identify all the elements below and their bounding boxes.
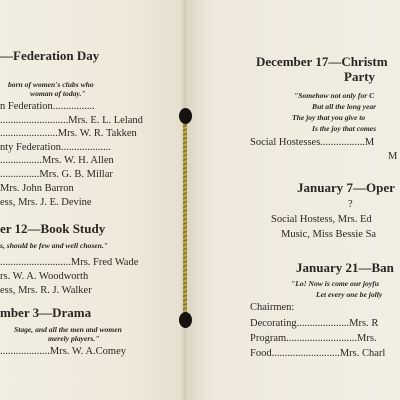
- quote-banquet-line2: Let every one be jolly: [316, 290, 383, 299]
- devine-line: ess, Mrs. J. E. Devine: [0, 197, 92, 208]
- federation-line: n Federation................: [0, 101, 95, 112]
- binding-cord: [183, 118, 187, 318]
- social-hostesses-line: Social Hostesses.................M: [250, 137, 375, 148]
- left-page: [0, 0, 184, 400]
- walker-line: ess, Mrs. R. J. Walker: [0, 285, 92, 296]
- comey-line: ...................Mrs. W. A.Comey: [0, 346, 127, 357]
- binding-hole-bottom: [179, 312, 192, 328]
- quote-christmas-line2: But all the long year: [312, 102, 377, 111]
- quote-christmas-line4: Is the joy that comes: [312, 124, 377, 133]
- quote-book: s, should be few and well chosen.": [0, 241, 109, 250]
- program-line: Program...........................Mrs.: [250, 333, 377, 344]
- takken-line: ......................Mrs. W. R. Takken: [0, 128, 137, 139]
- heading-book-study: er 12—Book Study: [0, 221, 106, 236]
- right-page: [186, 0, 400, 400]
- opera-hostess-line: Social Hostess, Mrs. Ed: [271, 214, 372, 225]
- heading-opera: January 7—Oper: [297, 180, 395, 195]
- leland-line: ..........................Mrs. E. L. Leland: [0, 115, 143, 126]
- heading-banquet: January 21—Ban: [296, 260, 394, 275]
- opera-question: ?: [348, 199, 353, 210]
- wade-line: ...........................Mrs. Fred Wade: [0, 257, 139, 268]
- quote-drama-line1: Stage, and all the men and women: [14, 325, 122, 334]
- woodworth-line: rs. W. A. Woodworth: [0, 271, 89, 282]
- quote-christmas-line1: "Somehow not only for C: [294, 91, 375, 100]
- quote-federation-line1: born of women's clubs who: [8, 80, 94, 89]
- chairmen-label: Chairmen:: [250, 302, 295, 313]
- quote-banquet-line1: "Lo! Now is come our joyfu: [291, 279, 379, 288]
- heading-christmas-party: Party: [344, 69, 376, 84]
- heading-federation-day: —Federation Day: [0, 48, 100, 63]
- county-federation-line: nty Federation...................: [0, 142, 111, 153]
- quote-federation-line2: woman of today.": [30, 89, 86, 98]
- decorating-line: Decorating....................Mrs. R: [250, 318, 379, 329]
- quote-christmas-line3: The joy that you give to: [292, 113, 366, 122]
- quote-drama-line2: merely players.": [48, 334, 100, 343]
- heading-christmas: December 17—Christm: [256, 54, 388, 69]
- food-line: Food..........................Mrs. Charl: [250, 348, 386, 359]
- heading-drama: mber 3—Drama: [0, 305, 92, 320]
- allen-line: ................Mrs. W. H. Allen: [0, 155, 114, 166]
- social-hostesses-cont: M: [388, 151, 398, 162]
- opera-music-line: Music, Miss Bessie Sa: [281, 229, 377, 240]
- millar-line: ...............Mrs. G. B. Millar: [0, 169, 113, 180]
- barron-line: Mrs. John Barron: [0, 183, 74, 194]
- binding-hole-top: [179, 108, 192, 124]
